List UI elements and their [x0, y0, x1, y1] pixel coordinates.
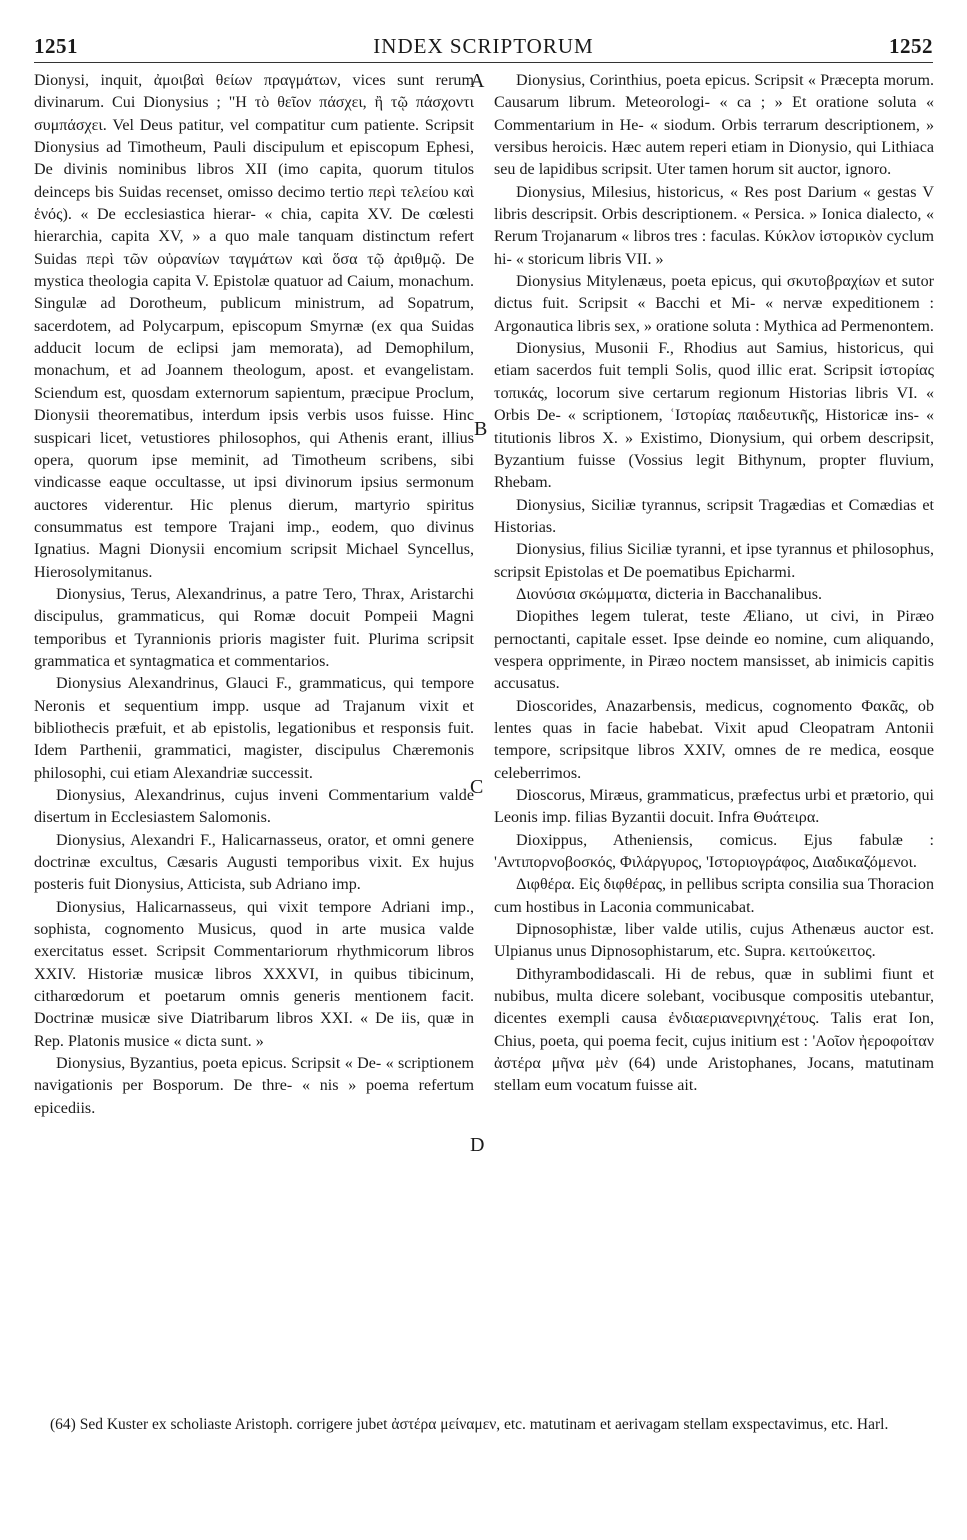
margin-marker-d: D — [470, 1134, 485, 1156]
entry-paragraph: Dioxippus, Atheniensis, comicus. Ejus fabulæ : 'Αντιπορνοβοσκός, Φιλάργυρος, 'Ιστοριογράφος, Διαδικαζόμενοι. — [494, 831, 934, 872]
entry-paragraph: Dionysius Alexandrinus, Glauci F., grammaticus, qui tempore Neronis et sequentium impp. usque ad Trajanum vixit et bibliothecis præfuit, et ab epistolis, legationibus et responsis fuit. Idem Parthenii, grammatici, magister, discipulus Chæremonis philosophi, cui etiam Alexandriæ successit. — [34, 675, 474, 782]
left-column — [34, 70, 474, 1120]
entry-paragraph: Διονύσια σκώμματα, dicteria in Bacchanalibus. — [516, 585, 822, 603]
entry-paragraph: Dipnosophistæ, liber valde utilis, cujus Athenæus auctor est. Ulpianus unus Dipnosophistarum, etc. Supra. κειτούκειτος. — [494, 921, 934, 961]
margin-marker-b: B — [474, 418, 488, 440]
right-column — [494, 70, 934, 1098]
page-number-right: 1252 — [889, 34, 933, 58]
running-title: INDEX SCRIPTORUM — [373, 34, 594, 58]
entry-paragraph: Diopithes legem tulerat, teste Æliano, ut civi, in Piræo pernoctanti, capitale esset. Ipse deinde eo nomine, cum aliquando, vespera opprimente, in Piræo noctem mansisset, ab inimicis capitis accusatus. — [494, 608, 934, 693]
entry-paragraph: Dionysius, Milesius, historicus, « Res post Darium « gestas V libris descripsit. Orbis descriptionem. « Persica. » Ionica dialecto, « Rerum Trojanarum « libros tres : faculas. Κύκλον ἱστορικὸν cyclum hi- « storicum libris VII. » — [494, 183, 934, 268]
entry-paragraph: Dionysius, Byzantius, poeta epicus. Scripsit « De- « scriptionem navigationis per Bosporum. De thre- « nis » poema refertum epicediis. — [34, 1055, 474, 1117]
entry-paragraph: Dionysius, Halicarnasseus, qui vixit tempore Adriani imp., sophista, cognomento Musicus, quod in arte musica valde exercitatus esset. Scripsit Commentariorum rhythmicorum libros XXIV. Historiæ musicæ libros XXXVI, in quibus tibicinum, citharœdorum et poetarum omnis generis mentionem facit. Doctrinæ musicæ sive Diatribarum libros XXI. « De iis, quæ in Rep. Platonis musice « dicta sunt. » — [34, 898, 474, 1050]
entry-paragraph: Dionysius, Siciliæ tyrannus, scripsit Tragædias et Comædias et Historias. — [494, 496, 934, 536]
margin-marker-a: A — [470, 70, 485, 92]
footnote-text: (64) Sed Kuster ex scholiaste Aristoph. corrigere jubet ἀστέρα μείναμεν, etc. matutinam et aerivagam stellam exspectavimus, etc. Harl. — [50, 1416, 889, 1433]
page-number-left: 1251 — [34, 34, 78, 58]
entry-paragraph: Dionysius Mitylenæus, poeta epicus, qui σκυτοβραχίων et sutor dictus fuit. Scripsit « Bacchi et Mi- « nervæ expeditionem : Argonautica libris sex, » oratione soluta : Mythica ad Permenontem. — [494, 273, 934, 335]
entry-paragraph: Dionysius, Alexandrinus, cujus inveni Commentarium valde disertum in Ecclesiastem Salomonis. — [34, 787, 474, 827]
entry-paragraph: Διφθέρα. Εἰς διφθέρας, in pellibus scripta consilia sua Thoracion cum hostibus in Laconia communicabat. — [494, 876, 934, 916]
entry-paragraph: Dioscorus, Miræus, grammaticus, præfectus urbi et prætorio, qui Leonis imp. filias Byzantii docuit. Infra Θυάτειρα. — [494, 787, 934, 827]
header-rule — [34, 62, 933, 63]
entry-paragraph: Dionysius, Terus, Alexandrinus, a patre Tero, Thrax, Aristarchi discipulus, grammaticus, qui Romæ docuit Pompeii Magni temporibus et Tyrannionis prioris magister fuit. Plurima scripsit grammatica et syntagmatica et commentarios. — [34, 585, 474, 670]
entry-paragraph: Dionysius, Corinthius, poeta epicus. Scripsit « Præcepta morum. Causarum librum. Meteorologi- « ca ; » Et oratione soluta « Commentarium in He- « siodum. Orbis terrarum descriptionem, » versibus heroicis. Hæc autem reperi etiam in Dionysio, qui Lithiaca seu de lapidibus scripsit. Uter tamen horum sit auctor, ignoro. — [494, 72, 934, 179]
footnote — [34, 1415, 933, 1435]
entry-paragraph: Dionysius, filius Siciliæ tyranni, et ipse tyrannus et philosophus, scripsit Epistolas et De poematibus Epicharmi. — [494, 541, 934, 581]
entry-paragraph: Dionysius, Alexandri F., Halicarnasseus, orator, et omni genere doctrinæ excultus, Cæsaris Augusti temporibus vixit. Ex hujus posteris fuit Dionysius, Atticista, sub Adriano imp. — [34, 831, 474, 894]
entry-paragraph: Dithyrambodidascali. Hi de rebus, quæ in sublimi fiunt et nubibus, multa dicere solebant, vocibusque compositis utebantur, dicentes exempli causa ἐνδιαεριανερινηχέτους. Talis erat Ion, Chius, poeta, qui poema fecit, cujus initium est : 'Αοῖον ἠεροφοίταν ἀστέρα μῆνα μὲν (64) unde Aristophanes, Jocans, matutinam stellam eum vocatum fuisse ait. — [494, 965, 934, 1095]
entry-paragraph: Dioscorides, Anazarbensis, medicus, cognomento Φακᾶς, ob lentes quas in facie habebat. Vixit apud Cleopatram Antonii tempore, scripsitque libros XXIV, omnes de re medica, eosque celeberrimos. — [494, 697, 934, 782]
entry-paragraph: Dionysi, inquit, ἀμοιβαὶ θείων πραγμάτων, vices sunt rerum divinarum. Cui Dionysius ; "Η τὸ θεῖον πάσχει, ἢ τῷ πάσχοντι συμπάσχει. Vel Deus patitur, vel compatitur cum patiente. Scripsit Dionysius ad Timotheum, Pauli discipulum et episcopum Ephesi, De divinis nominibus libros XII (imo capita, quorum titulos deinceps bis Suidas recenset, omisso decimo tertio περὶ τελείου καὶ ἑνός). « De ecclesiastica hierar- « chia, capita XV. De cœlesti hierarchia, capita XV, » a quo male tanquam distinctum refert Suidas περὶ τῶν οὐρανίων ταγμάτων καὶ ὅσα τῷ ἀριθμῷ. De mystica theologia capita V. Epistolæ quatuor ad Caium, monachum. Singulæ ad Dorotheum, publicum ministrum, ad Sopatrum, sacerdotem, ad Polycarpum, episcopum Smyrnæ (ex qua Suidas adducit locum de eclipsi jam memorata), ad Demophilum, monachum, et ad Joannem theologum, apost. et evangelistam. Sciendum est, quosdam externorum sapientum, præcipue Proclum, Dionysii theorematibus, interdum ipsis verbis usos fuisse. Hinc suspicari licet, vetustiores philosophos, qui Athenis erant, illius opera, quorum ipse meminit, ad Timotheum scribens, sibi vindicasse eaque occultasse, ut ipsi divinorum ipsius sermonum auctores viderentur. Hic plenus dierum, martyrio spiritus consummatus est tempore Trajani imp., eodem, quo divinus Ignatius. Magni Dionysii encomium scripsit Michael Syncellus, Hierosolymitanus. — [34, 72, 474, 581]
entry-paragraph: Dionysius, Musonii F., Rhodius aut Samius, historicus, qui etiam sacerdos fuit templi Solis, quod illic erat. Scripsit ἱστορίας τοπικάς, locorum sive certarum regionum Historias libris VI. « Orbis De- « scriptionem, ʿΙστορίας παιδευτικῆς, Historicæ ins- « titutionis libros X. » Existimo, Dionysium, qui orbem descripsit, Byzantium fuisse (Vossius legit Bithynum, propter fluvium, Rhebam. — [494, 340, 934, 492]
margin-marker-c: C — [470, 776, 484, 798]
